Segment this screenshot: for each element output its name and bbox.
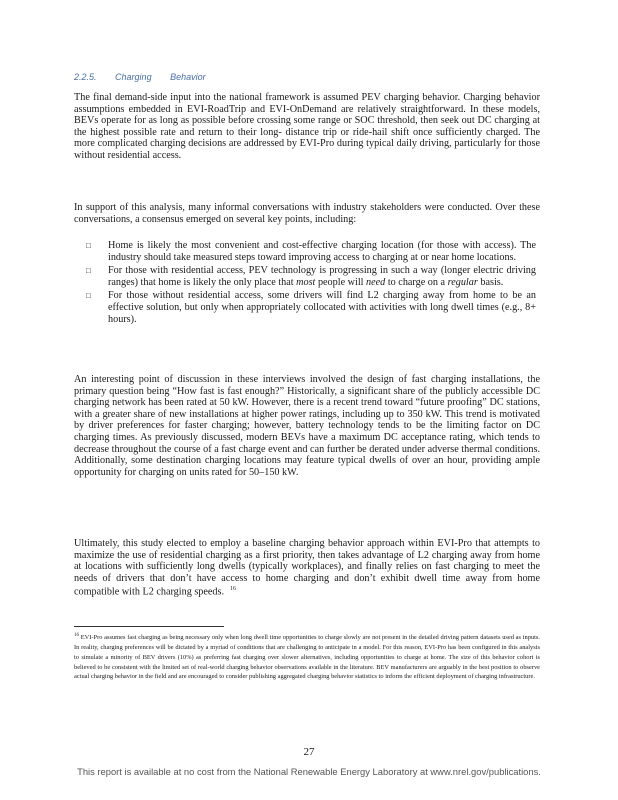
bullet-marker-icon: □ bbox=[86, 291, 91, 301]
section-title-word-2: Behavior bbox=[170, 72, 206, 82]
paragraph-stakeholder-conversations: In support of this analysis, many informal conversations with industry stakeholders were conducted. Over these conversations, a consensus emerged on several key points, including: bbox=[74, 202, 540, 225]
section-number: 2.2.5. bbox=[74, 72, 97, 82]
footnote-divider bbox=[74, 626, 224, 627]
paragraph-text: Ultimately, this study elected to employ a baseline charging behavior approach within EVI-Pro that attempts to maximize the use of residential charging as a first priority, then takes advantage of L2 charging away from home at locations with sufficiently long dwells (typically workplaces), and finally relies on fast charging to meet the needs of drivers that don’t have access to home charging and don’t exhibit dwell time away from home compatible with L2 charging speeds. bbox=[74, 538, 540, 598]
paragraph-baseline-approach bbox=[74, 538, 540, 598]
bullet-text-part: people will bbox=[315, 276, 367, 288]
footnote bbox=[74, 631, 540, 682]
bullet-text-part: to charge on a bbox=[385, 276, 448, 288]
emphasis-need: need bbox=[366, 276, 386, 288]
bullet-marker-icon: □ bbox=[86, 241, 91, 250]
footnote-number: 16 bbox=[74, 633, 79, 638]
consensus-bullet-list bbox=[86, 240, 536, 327]
bullet-text-part: For those with residential access, PEV technology is progressing in such a way (longer electric driving ranges) that home is likely the only place that bbox=[108, 265, 536, 288]
bullet-text: Home is likely the most convenient and cost-effective charging location (for those with access). The industry should take measured steps toward improving access to charging at or near home locations. bbox=[108, 240, 536, 263]
list-item bbox=[86, 240, 536, 263]
bullet-text: For those without residential access, some drivers will find L2 charging away from home to be an effective solution, but only when appropriately collocated with activities with long dwell times (e.g., 8+ hours). bbox=[108, 290, 536, 325]
footnote-text: EVI-Pro assumes fast charging as being necessary only when long dwell time opportunities to charge slowly are not present in the detailed driving pattern datasets used as inputs. In reality, charging preferences will be dictated by a myriad of conditions that are challenging to anticipate in a model. For this reason, EVI-Pro has been configured in this analysis to simulate a minority of BEV drivers (10%) as preferring fast charging over slower alternatives, including opportunities to charge at home. The size of this behavior cohort is believed to be consistent with the limited set of real-world charging behavior observations available in the literature. BEV manufacturers are arguably in the best position to observe actual charging behavior in the field and are encouraged to consider publishing aggregated charging behavior statistics to inform the efficient deployment of charging infrastructure. bbox=[74, 634, 540, 681]
list-item bbox=[86, 265, 536, 288]
bullet-text bbox=[108, 265, 536, 288]
footnote-reference[interactable]: 16 bbox=[230, 586, 237, 593]
emphasis-most: most bbox=[296, 276, 316, 288]
list-item bbox=[86, 290, 536, 325]
bullet-marker-icon: □ bbox=[86, 266, 91, 276]
section-title-word-1: Charging bbox=[115, 72, 152, 82]
page-footer: This report is available at no cost from the National Renewable Energy Laboratory at www.nrel.gov/publications. bbox=[77, 766, 541, 777]
emphasis-regular: regular bbox=[447, 276, 478, 288]
paragraph-fast-charging-design: An interesting point of discussion in these interviews involved the design of fast charging installations, the primary question being “How fast is fast enough?” Historically, a significant share of the publicly accessible DC charging network has been rated at 50 kW. However, there is a recent trend toward “future proofing” DC stations, with a greater share of new installations at higher power ratings, including up to 350 kW. This trend is motivated by driver preferences for faster charging; however, battery technology tends to be the limiting factor on DC charging times. As previously discussed, modern BEVs have a maximum DC acceptance rating, which tends to decrease throughout the course of a fast charge event and can further be derated under adverse thermal conditions. Additionally, some destination charging locations may feature typical dwells of over an hour, providing ample opportunity for charging on units rated for 50–150 kW. bbox=[74, 374, 540, 478]
bullet-text-part: basis. bbox=[477, 276, 504, 288]
page-number: 27 bbox=[303, 746, 315, 758]
section-heading bbox=[74, 72, 222, 82]
paragraph-charging-assumptions: The final demand-side input into the national framework is assumed PEV charging behavior. Charging behavior assumptions embedded in EVI-RoadTrip and EVI-OnDemand are relatively straightforward. In these models, BEVs operate for as long as possible before crossing some range or SOC threshold, then seek out DC charging at the highest possible rate and return to their long- distance trip or ride-hail shift once sufficiently charged. The more complicated charging decisions are addressed by EVI-Pro during typical daily driving, particularly for those without residential access. bbox=[74, 92, 540, 161]
